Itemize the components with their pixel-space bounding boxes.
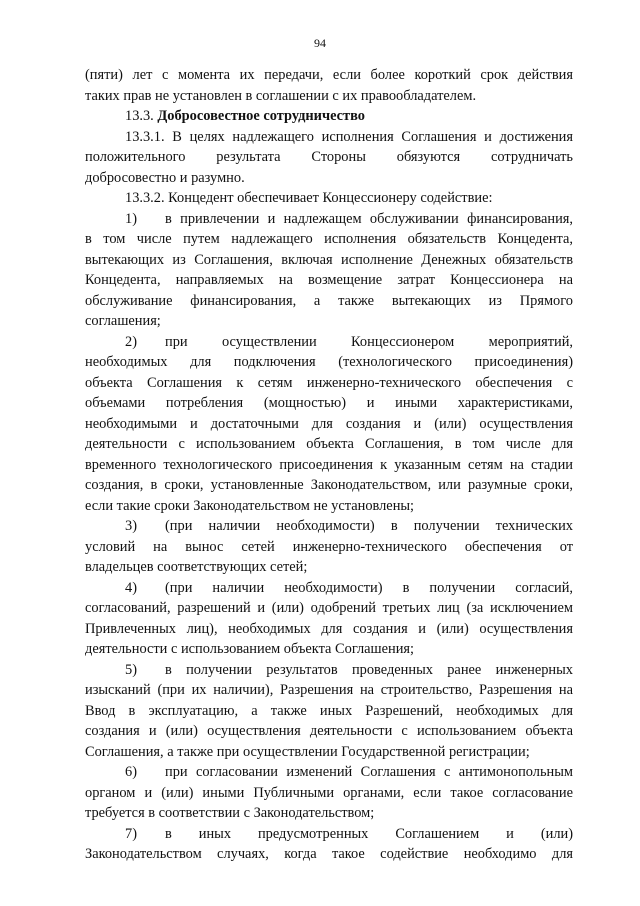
line-text: обслуживание финансирования, а также вытекающих из Прямого: [85, 292, 573, 309]
line-text: деятельности с использованием объекта Соглашения;: [85, 641, 415, 657]
line-text: владельцев соответствующих сетей;: [85, 559, 308, 575]
text-line: [85, 209, 573, 230]
text-line: [85, 373, 573, 394]
line-text: при согласовании изменений Соглашения с антимонопольным: [165, 764, 573, 780]
text-line: [85, 844, 573, 865]
text-line: [85, 434, 573, 455]
text-line: [85, 803, 573, 824]
text-line: [85, 270, 573, 291]
list-item-number: 6): [125, 764, 137, 780]
line-text: Ввод в эксплуатацию, а также иных Разрешений, необходимых для: [85, 702, 573, 719]
body-text: [85, 65, 573, 865]
text-line: [85, 291, 573, 312]
section-heading: Добросовестное сотрудничество: [157, 108, 365, 124]
text-line: [85, 639, 573, 660]
line-text: необходимыми и достаточными для создания и (или) осуществления: [85, 415, 573, 432]
line-text: Привлеченных лиц), необходимых для создания и (или) осуществления: [85, 620, 573, 637]
page-number: 94: [314, 36, 326, 50]
line-text: согласований, разрешений и (или) одобрений третьих лиц (за исключением: [85, 600, 573, 616]
text-line: [85, 65, 573, 86]
text-line: [85, 414, 573, 435]
text-line: [85, 619, 573, 640]
text-line: [85, 762, 573, 783]
line-text: при осуществлении Концессионером мероприятий,: [165, 333, 573, 350]
text-line: [85, 229, 573, 250]
line-text: Законодательством случаях, когда такое содействие необходимо для: [85, 846, 573, 862]
line-text: органом и (или) иными Публичными органами, если такое согласование: [85, 784, 573, 801]
list-item-number: 1): [125, 210, 137, 227]
line-text: вытекающих из Соглашения, включая исполнение Денежных обязательств: [85, 251, 573, 268]
line-text: объемами потребления (мощностью) и иными характеристиками,: [85, 395, 573, 411]
list-item-number: 4): [125, 579, 137, 596]
line-text: 13.3.1. В целях надлежащего исполнения Соглашения и достижения: [125, 128, 573, 145]
text-line: [85, 86, 573, 107]
text-line: [85, 742, 573, 763]
text-line: [85, 147, 573, 168]
line-text: соглашения;: [85, 313, 161, 329]
line-text: создания, в сроки, установленные Законодательством, или разумные сроки,: [85, 477, 573, 493]
text-line: [85, 557, 573, 578]
line-text: Соглашения, а также при осуществлении Государственной регистрации;: [85, 743, 530, 760]
line-text: временного технологического присоединения к указанным сетям на стадии: [85, 456, 573, 473]
text-line: [85, 496, 573, 517]
line-text: если такие сроки Законодательством не установлены;: [85, 497, 415, 514]
line-text: 13.3.2. Концедент обеспечивает Концессионеру содействие:: [125, 190, 493, 206]
text-line: [85, 680, 573, 701]
text-line: [85, 455, 573, 476]
text-line: [85, 701, 573, 722]
line-text: требуется в соответствии с Законодательством;: [85, 805, 375, 821]
line-text: условий на вынос сетей инженерно-технического обеспечения от: [85, 538, 573, 555]
line-text: объекта Соглашения к сетям инженерно-технического обеспечения с: [85, 374, 573, 391]
line-text: в привлечении и надлежащем обслуживании финансирования,: [165, 210, 573, 227]
line-text: в том числе путем надлежащего исполнения обязательств Концедента,: [85, 231, 573, 247]
text-line: [85, 475, 573, 496]
text-line: [85, 127, 573, 148]
text-line: [85, 721, 573, 742]
text-line: [85, 188, 573, 209]
text-line: [85, 332, 573, 353]
list-item-number: 2): [125, 333, 137, 350]
text-line: [85, 578, 573, 599]
line-text: добросовестно и разумно.: [85, 169, 245, 186]
text-line: [85, 393, 573, 414]
line-text: (при наличии необходимости) в получении технических: [165, 518, 573, 534]
line-text: положительного результата Стороны обязуются сотрудничать: [85, 149, 573, 165]
text-line: [85, 250, 573, 271]
line-text: необходимых для подключения (технологического присоединения): [85, 354, 573, 370]
section-number: 13.3.: [125, 108, 154, 124]
text-line: [85, 537, 573, 558]
line-text: таких прав не установлен в соглашении с их правообладателем.: [85, 87, 477, 104]
text-line: [85, 516, 573, 537]
line-text: (пяти) лет с момента их передачи, если более короткий срок действия: [85, 67, 573, 83]
text-line: [85, 352, 573, 373]
line-text: Концедента, направляемых на возмещение затрат Концессионера на: [85, 272, 573, 288]
list-item-number: 3): [125, 518, 137, 534]
line-text: в получении результатов проведенных ранее инженерных: [165, 661, 573, 678]
text-line: [85, 311, 573, 332]
list-item-number: 5): [125, 661, 137, 678]
text-line: [85, 168, 573, 189]
line-text: (при наличии необходимости) в получении согласий,: [165, 579, 573, 596]
line-text: создания и (или) осуществления деятельности с использованием объекта: [85, 723, 573, 739]
list-item-number: 7): [125, 825, 137, 842]
line-text: деятельности с использованием объекта Соглашения, в том числе для: [85, 436, 573, 452]
text-line: [85, 660, 573, 681]
line-text: изысканий (при их наличии), Разрешения на строительство, Разрешения на: [85, 682, 573, 698]
text-line: [85, 824, 573, 845]
line-text: в иных предусмотренных Соглашением и (или): [165, 825, 573, 842]
text-line: [85, 598, 573, 619]
text-line: [85, 783, 573, 804]
text-line: [85, 106, 573, 127]
